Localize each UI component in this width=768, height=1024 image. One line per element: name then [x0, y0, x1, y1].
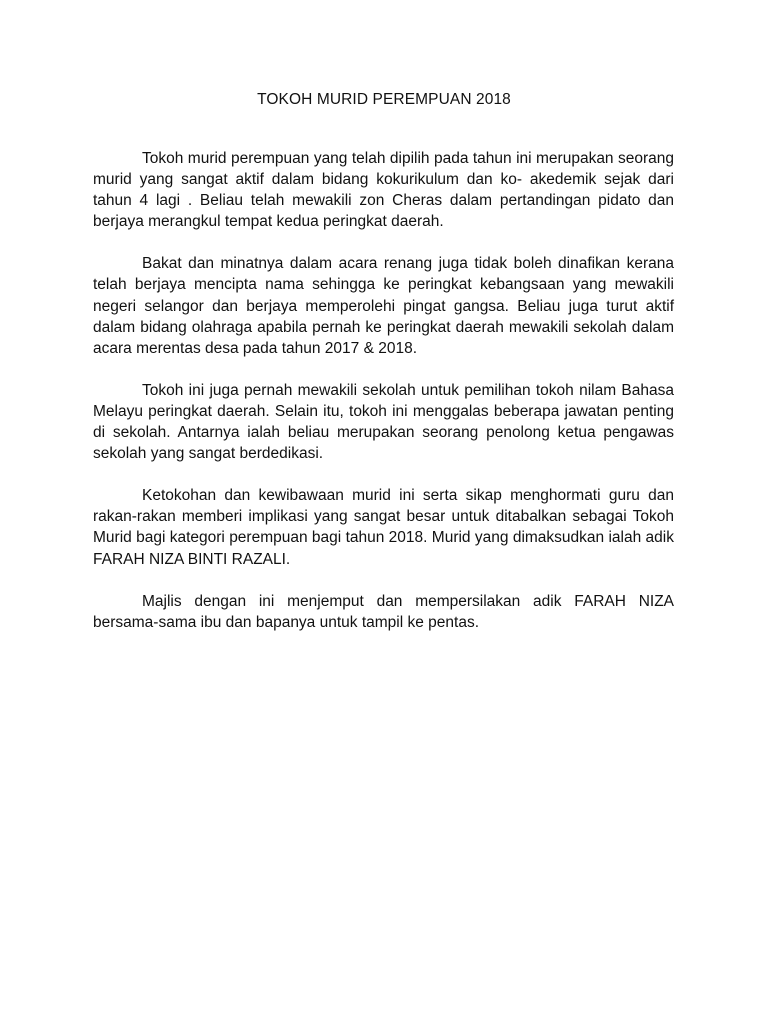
document-title: TOKOH MURID PEREMPUAN 2018: [257, 91, 511, 108]
document-body: [93, 148, 674, 654]
paragraph-2: Bakat dan minatnya dalam acara renang juga tidak boleh dinafikan kerana telah berjaya mencipta nama sehingga ke peringkat kebangsaan yang mewakili negeri selangor dan berjaya memperolehi pingat gangsa. Beliau juga turut aktif dalam bidang olahraga apabila pernah ke peringkat daerah mewakili sekolah dalam acara merentas desa pada tahun 2017 & 2018.: [93, 255, 674, 357]
paragraph-4: Ketokohan dan kewibawaan murid ini serta sikap menghormati guru dan rakan-rakan memberi implikasi yang sangat besar untuk ditabalkan sebagai Tokoh Murid bagi kategori perempuan bagi tahun 2018. Murid yang dimaksudkan ialah adik FARAH NIZA BINTI RAZALI.: [93, 487, 674, 568]
paragraph-1: Tokoh murid perempuan yang telah dipilih pada tahun ini merupakan seorang murid yang sangat aktif dalam bidang kokurikulum dan ko- akedemik sejak dari tahun 4 lagi . Beliau telah mewakili zon Cheras dalam pertandingan pidato dan berjaya merangkul tempat kedua peringkat daerah.: [93, 150, 674, 231]
paragraph-3: Tokoh ini juga pernah mewakili sekolah untuk pemilihan tokoh nilam Bahasa Melayu peringkat daerah. Selain itu, tokoh ini menggalas beberapa jawatan penting di sekolah. Antarnya ialah beliau merupakan seorang penolong ketua pengawas sekolah yang sangat berdedikasi.: [93, 381, 674, 463]
paragraph-5: Majlis dengan ini menjemput dan mempersilakan adik FARAH NIZA bersama-sama ibu dan bapanya untuk tampil ke pentas.: [93, 592, 674, 631]
